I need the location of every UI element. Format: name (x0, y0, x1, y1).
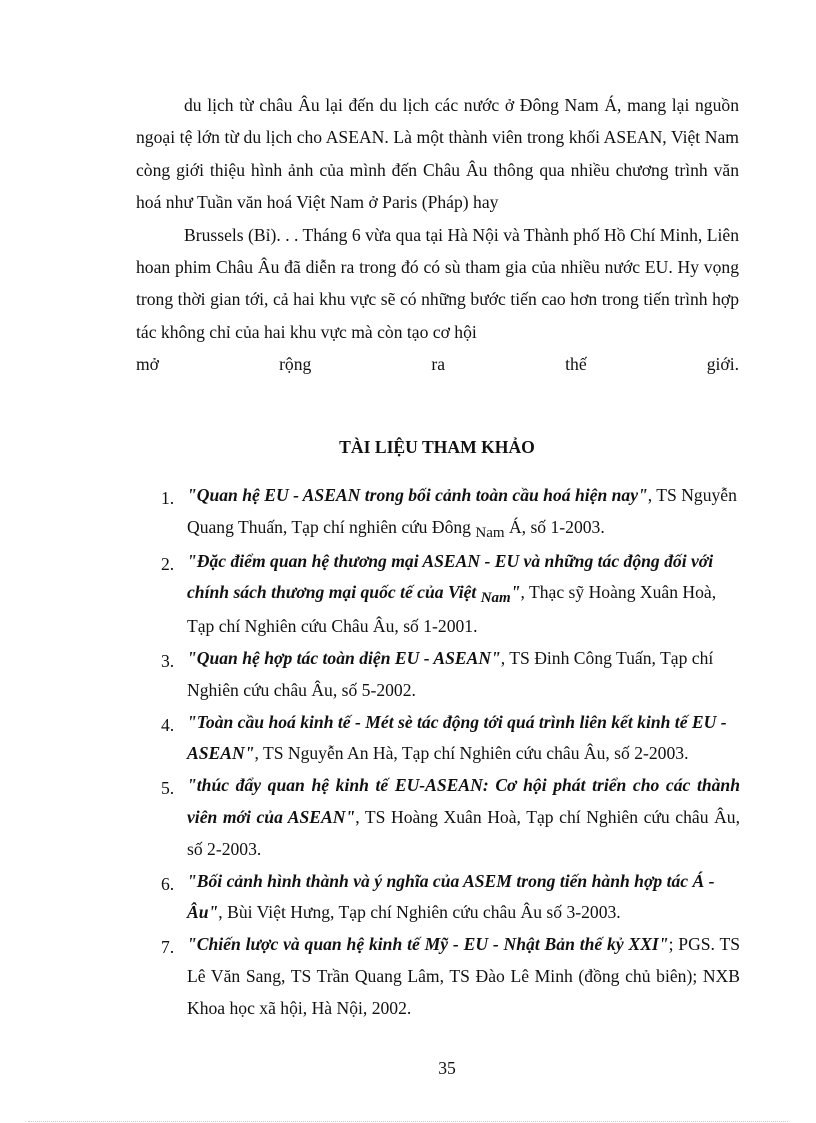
paragraph-1: du lịch từ châu Âu lại đến du lịch các nước ở Đông Nam Á, mang lại nguồn ngoại tệ lớn từ du lịch cho ASEAN. Là một thành viên trong khối ASEAN, Việt Nam còng giới thiệu hình ảnh của mình đến Châu Âu thông qua nhiều chương trình văn hoá như Tuần văn hoá Việt Nam ở Paris (Pháp) hay (136, 95, 739, 213)
reference-item-1: 1. "Quan hệ EU - ASEAN trong bối cảnh toàn cầu hoá hiện nay", TS Nguyễn Quang Thuấn, Tạp chí nghiên cứu Đông Nam Á, số 1-2003. (161, 485, 737, 541)
page-bottom-border (28, 1121, 788, 1122)
references-heading: TÀI LIỆU THAM KHẢO (339, 437, 535, 457)
reference-item-2: 2. "Đặc điểm quan hệ thương mại ASEAN - EU và những tác động đối với chính sách thương mại quốc tế của Việt Nam", Thạc sỹ Hoàng Xuân Hoà, Tạp chí Nghiên cứu Châu Âu, số 1-2001. (161, 550, 717, 637)
references-list (155, 480, 740, 1025)
reference-item-7: 7. "Chiến lược và quan hệ kinh tế Mỹ - EU - Nhật Bản thế kỷ XXI"; PGS. TS Lê Văn Sang, TS Trần Quang Lâm, TS Đào Lê Minh (đồng chủ biên); NXB Khoa học xã hội, Hà Nội, 2002. (161, 934, 741, 1018)
page-number: 35 (438, 1058, 456, 1078)
reference-item-5: 5. "thúc đẩy quan hệ kinh tế EU-ASEAN: Cơ hội phát triển cho các thành viên mới của ASEAN", TS Hoàng Xuân Hoà, Tạp chí Nghiên cứu châu Âu, số 2-2003. (161, 775, 741, 859)
reference-item-3: 3. "Quan hệ hợp tác toàn diện EU - ASEAN", TS Đinh Công Tuấn, Tạp chí Nghiên cứu châu Âu, số 5-2002. (161, 647, 714, 700)
paragraph-2-last-line: mở rộng ra thế giới. (136, 354, 739, 375)
paragraph-2: Brussels (Bỉ). . . Tháng 6 vừa qua tại Hà Nội và Thành phố Hồ Chí Minh, Liên hoan phim Châu Âu đã diễn ra trong đó có sù tham gia của nhiều nước EU. Hy vọng trong thời gian tới, cả hai khu vực sẽ có những bước tiến cao hơn trong tiến trình hợp tác không chỉ của hai khu vực mà còn tạo cơ hội (136, 224, 739, 342)
body-paragraphs (136, 89, 739, 381)
reference-item-4: 4. "Toàn cầu hoá kinh tế - Mét sè tác động tới quá trình liên kết kinh tế EU - ASEAN", TS Nguyễn An Hà, Tạp chí Nghiên cứu châu Âu, số 2-2003. (161, 711, 727, 764)
reference-item-6: 6. "Bối cảnh hình thành và ý nghĩa của ASEM trong tiến hành hợp tác Á - Âu", Bùi Việt Hưng, Tạp chí Nghiên cứu châu Âu số 3-2003. (161, 870, 715, 923)
